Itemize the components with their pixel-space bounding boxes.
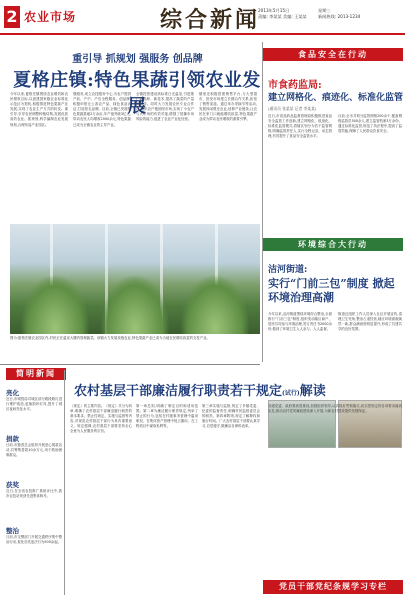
brief-headline: 亮化 — [6, 389, 19, 397]
edition-line: 责编: 李某某 美编: 王某某 — [258, 14, 307, 19]
bottom-headline-suffix: (试行) — [282, 390, 300, 397]
lead-column-4: 镇里还积极搭建销售平台,与大型超市、批发市场建立长期合作关系,拓宽了销售渠道。通过举办采摘节等活动,发展休闲观光农业,延伸产业链条,让农民在家门口就能增收致富,特色果蔬产业成为带动农民增收的重要引擎。 — [199, 92, 257, 122]
food-safety-banner: 食品安全在行动 — [263, 48, 403, 61]
study-column-banner: 党员干部党纪条规学习专栏 — [263, 580, 403, 594]
section-name: 农业市场 — [24, 10, 77, 24]
lead-kicker: 重引导 抓规划 强服务 创品牌 — [72, 54, 203, 65]
page-number: 2 — [4, 6, 20, 28]
date-block — [258, 8, 318, 20]
environment-kicker: 洁河街道: — [268, 265, 308, 275]
brief-text: 日前,市慈善总会组织开展爱心捐款活动,共筹集善款10余万元,用于救助困难群众。 — [6, 443, 62, 458]
food-safety-column-2: 目前,全市共划分监管网格200余个,配备网格监管员500余人,建立监管档案3万余份。通过标准化监管,规范了执法程序,提高了监管效能,保障了人民群众饮食安全。 — [338, 114, 402, 134]
brief-headline: 捐款 — [6, 435, 19, 443]
weekday-line: 星期三 — [318, 8, 331, 13]
briefs-divider — [64, 370, 65, 595]
section-divider — [0, 364, 260, 365]
contact-block — [318, 8, 403, 20]
photo-caption: 图为:夏格庄镇农业园区内,村民正在温室大棚内管理蔬菜。该镇大力发展设施农业,特色果蔬产业已成为当地农民增收致富的支柱产业。 — [10, 336, 210, 340]
brief-headline: 整治 — [6, 527, 19, 535]
lead-headline: 夏格庄镇:特色果蔬引领农业发展 — [13, 70, 261, 117]
bottom-headline — [74, 380, 404, 399]
food-safety-headline: 建立网格化、痕迹化、标准化监管 — [268, 93, 404, 103]
bottom-column-2: 第一章总则,明确了制定目的和适用范围。第二章为廉洁履行职责规定,列举了禁止的行为,包括在村级事务管理中滥用职权、在集体资产管理中侵占挪用、在工程项目中谋取私利等。 — [136, 404, 198, 429]
environment-banner: 环境综合大行动 — [263, 238, 403, 251]
food-safety-column-1: 近日,市食品药品监督管理局积极推进食品安全监管工作创新,建立网格化、痕迹化、标准化监管模式,将辖区划分为若干监管网格,明确监管责任人,实行全程记录、动态管理,有效提升了食品安全监管水平。 — [268, 114, 332, 139]
bottom-headline-end: 解读 — [299, 384, 326, 399]
briefs-banner: 简明新闻 — [6, 368, 66, 380]
date-line: 2013年5月15日 — [258, 8, 290, 13]
greenhouse-photo — [10, 224, 260, 334]
lead-column-2: 强服务,成立农技服务中心,为农户提供产前、产中、产后全程服务。创品牌,积极申报无公害农产品、绿色食品认证,打造知名品牌。目前,全镇已发展特色果蔬基地2万余亩,年产值突破3亿元,带动农民人均增收2000余元,特色果蔬已成为全镇农业的主导产业。 — [73, 92, 131, 127]
column-divider — [262, 42, 263, 362]
brief-text: 近日,在全省农技推广系统评比中,我市农技站荣获先进集体称号。 — [6, 489, 62, 499]
brief-text: 日前,市交警部门开展交通秩序集中整治行动,查处各类违法行为500余起。 — [6, 535, 62, 545]
bottom-column-4: 各级党委、政府要高度重视,加强组织领导,认真抓好贯彻落实,切实把规定的各项要求落到实处,推动农村党风廉政建设深入开展,为新农村建设提供坚强保证。 — [268, 404, 402, 414]
bottom-column-3: 第三章实施与监督,规定了乡镇党委、纪委的监督责任,明确村民监督委员会的职责。第四章附则,规定了解释权和施行时间。广大农村基层干部要认真学习,自觉遵守,做廉洁自律的表率。 — [202, 404, 260, 429]
food-safety-kicker: 市食药监局: — [268, 80, 322, 91]
lead-column-1: 今年以来,夏格庄镇围绕农业增效和农民增收目标,以创建国家级农业标准化示范区为契机,积极推进特色果蔬产业发展,实现了农业生产方式的转变。重引导,引导农民调整种植结构,发展优质高效农业。抓规划,科学编制农业发展规划,合理布局产业园区。 — [10, 92, 68, 127]
environment-column-1: 今年以来,洁河街道围绕环境综合整治,全面推行“门前三包”制度,组织发动辖区商户、居民共同参与环境治理,签订责任书2000余份,做到了环境卫生人人参与、人人监督。 — [268, 312, 332, 332]
bottom-headline-main: 农村基层干部廉洁履行职责若干规定 — [74, 384, 283, 399]
lead-column-3: 全镇投资建设高标准日光温室,引进推广新品种、新技术,提高了蔬菜的产量和品质。同时大力发展农民专业合作社,组织农户抱团闯市场,实现了小农户与大市场的有效对接,增强了抵御市场风险的能力,促进了农业产业化经营。 — [136, 92, 194, 122]
bottom-column-1: 《规定》的主要内容。《规定》共分为四章,明确了农村基层干部廉洁履行职责的基本要求、禁止性规定、实施与监督等内容,对规范农村基层干部行为具有重要意义。规定强调,农村基层干部要坚持全心全意为人民服务的宗旨。 — [70, 404, 132, 434]
contact-line: 新闻热线: 2013-1234 — [318, 14, 361, 19]
masthead-title: 综合新闻 — [160, 7, 261, 33]
environment-column-2: 街道还组织工作人员深入社区开展宣传,清理卫生死角,整治占道经营,辖区环境面貌焕然一新,群众满意度明显提升,形成了共建共享的良好氛围。 — [338, 312, 402, 332]
header-divider — [0, 33, 405, 35]
brief-headline: 获奖 — [6, 481, 19, 489]
brief-text: 近日,市城管局对城区部分路段路灯进行维护改造,更换损坏灯具,提升了城区夜间亮化水平。 — [6, 397, 62, 412]
food-safety-byline: (通讯员 张某某 记者 李某某) — [268, 106, 317, 111]
environment-headline: 实行“门前三包”制度 掀起环境治理高潮 — [268, 277, 395, 304]
